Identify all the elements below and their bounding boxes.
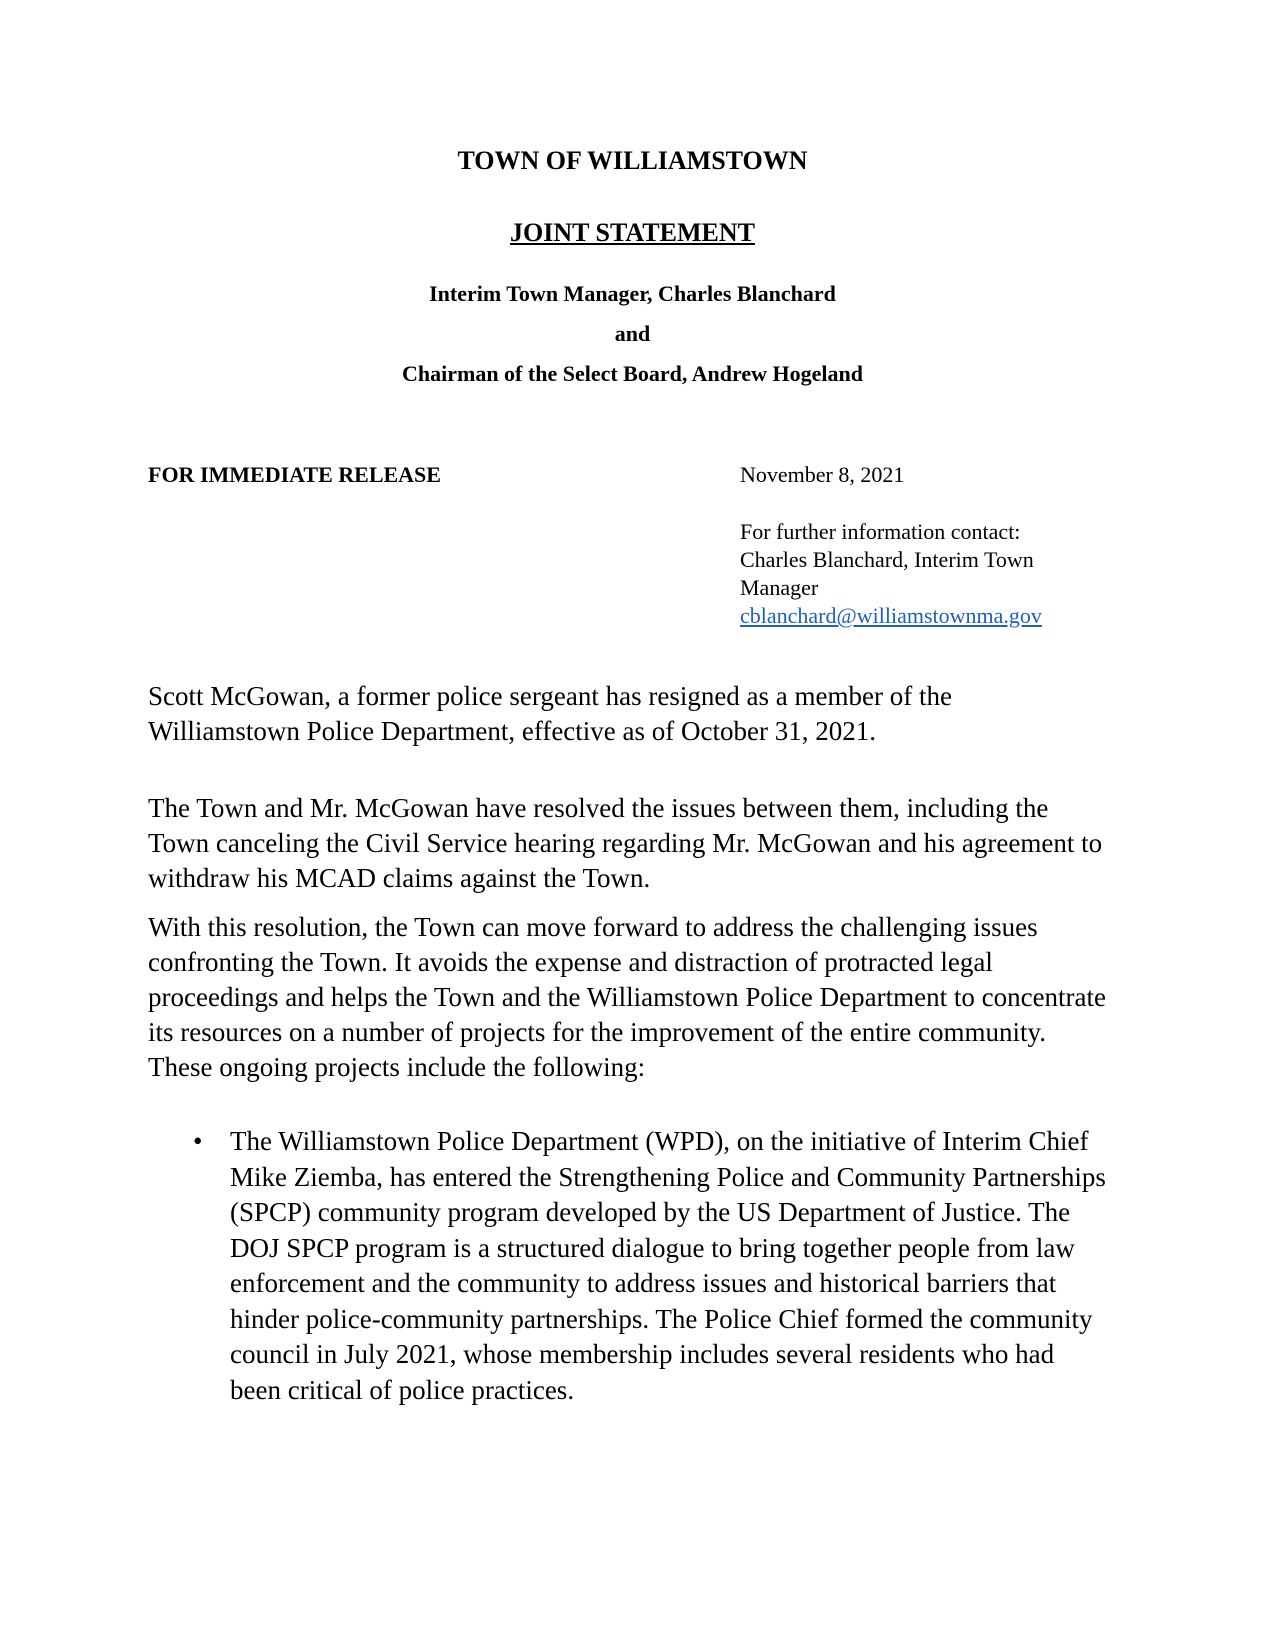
statement-title: JOINT STATEMENT: [510, 218, 755, 247]
contact-block: [740, 518, 1100, 630]
release-date: November 8, 2021: [740, 462, 905, 487]
contact-name: Charles Blanchard, Interim Town Manager: [740, 547, 1034, 600]
paragraph-resignation: Scott McGowan, a former police sergeant has resigned as a member of the Williamstown Police Department, effective as of October 31, 2021.: [148, 681, 952, 746]
signatory-manager: Interim Town Manager, Charles Blanchard: [429, 281, 836, 306]
bullet-icon: •: [193, 1126, 203, 1156]
signatory-conjunction: and: [614, 321, 651, 346]
list-item-text: The Williamstown Police Department (WPD), on the initiative of Interim Chief Mike Ziemba, has entered the Strengthening Police and Community Partnerships (SPCP) community program developed by the US Department of Justice. The DOJ SPCP program is a structured dialogue to bring together people from law enforcement and the community to address issues and historical barriers that hinder police-community partnerships. The Police Chief formed the community council in July 2021, whose membership includes several residents who had been critical of police practices.: [230, 1126, 1106, 1405]
contact-intro: For further information contact:: [740, 519, 1021, 544]
release-label: FOR IMMEDIATE RELEASE: [148, 462, 441, 487]
paragraph-projects: With this resolution, the Town can move forward to address the challenging issues confronting the Town. It avoids the expense and distraction of protracted legal proceedings and helps the Town and the Williamstown Police Department to concentrate its resources on a number of projects for the improvement of the entire community. These ongoing projects include the following:: [148, 912, 1107, 1082]
town-heading: TOWN OF WILLIAMSTOWN: [457, 146, 808, 175]
signatory-chairman: Chairman of the Select Board, Andrew Hogeland: [402, 361, 863, 386]
contact-email-link[interactable]: cblanchard@williamstownma.gov: [740, 603, 1042, 628]
paragraph-resolution: The Town and Mr. McGowan have resolved the issues between them, including the Town canceling the Civil Service hearing regarding Mr. McGowan and his agreement to withdraw his MCAD claims against the Town.: [148, 793, 1103, 893]
